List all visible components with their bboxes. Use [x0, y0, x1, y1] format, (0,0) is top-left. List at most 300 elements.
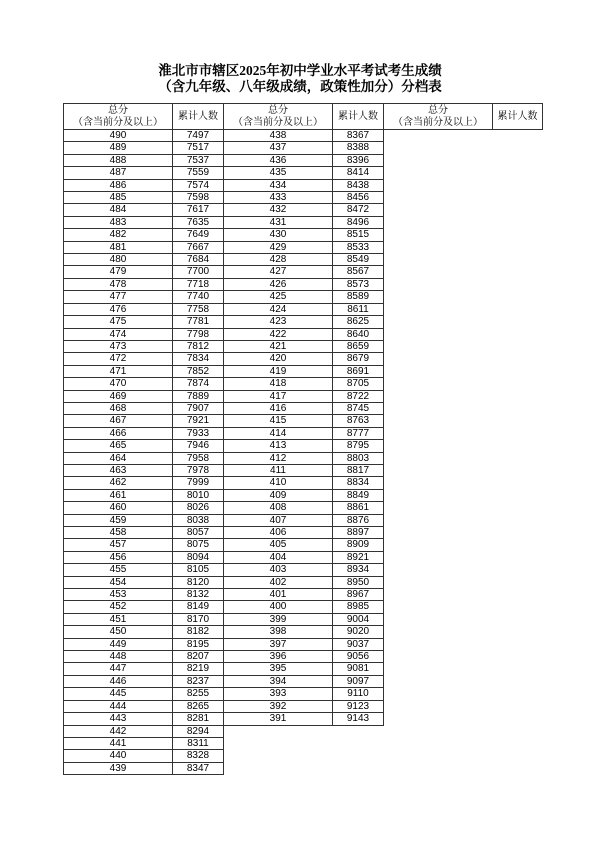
count-cell-col3	[493, 130, 543, 142]
table-row	[64, 266, 543, 278]
table-row	[64, 564, 543, 576]
score-cell-col2: 426	[224, 278, 333, 290]
count-cell-col3	[493, 440, 543, 452]
count-cell-col3	[493, 737, 543, 749]
count-cell-col1: 8105	[173, 564, 224, 576]
table-row	[64, 477, 543, 489]
count-cell-col1: 8132	[173, 589, 224, 601]
score-cell-col2: 413	[224, 440, 333, 452]
table-row	[64, 427, 543, 439]
count-cell-col3	[493, 204, 543, 216]
score-cell-col1: 472	[64, 353, 173, 365]
count-cell-col1: 7598	[173, 192, 224, 204]
table-row	[64, 514, 543, 526]
table-row	[64, 502, 543, 514]
score-cell-col1: 464	[64, 452, 173, 464]
score-cell-col1: 483	[64, 216, 173, 228]
count-cell-col1: 7889	[173, 390, 224, 402]
header-score-col3-line1: 总分	[428, 104, 448, 116]
score-cell-col1: 470	[64, 378, 173, 390]
score-cell-col1: 476	[64, 303, 173, 315]
count-cell-col2: 8803	[333, 452, 384, 464]
table-row	[64, 365, 543, 377]
count-cell-col1: 8265	[173, 700, 224, 712]
count-cell-col1: 7921	[173, 415, 224, 427]
count-cell-col3	[493, 762, 543, 774]
score-cell-col2: 391	[224, 713, 333, 725]
count-cell-col2: 8817	[333, 464, 384, 476]
count-cell-col2: 8763	[333, 415, 384, 427]
count-cell-col1: 7537	[173, 154, 224, 166]
count-cell-col1: 7781	[173, 316, 224, 328]
count-cell-col1: 7834	[173, 353, 224, 365]
score-cell-col1: 489	[64, 142, 173, 154]
score-cell-col2: 403	[224, 564, 333, 576]
score-cell-col1: 479	[64, 266, 173, 278]
score-cell-col1: 456	[64, 551, 173, 563]
count-cell-col1: 7852	[173, 365, 224, 377]
score-cell-col1: 449	[64, 638, 173, 650]
table-row	[64, 328, 543, 340]
count-cell-col3	[493, 241, 543, 253]
score-cell-col1: 455	[64, 564, 173, 576]
score-cell-col3	[384, 316, 493, 328]
score-cell-col3	[384, 254, 493, 266]
score-cell-col1: 447	[64, 663, 173, 675]
table-row	[64, 489, 543, 501]
score-cell-col3	[384, 762, 493, 774]
score-cell-col2: 419	[224, 365, 333, 377]
count-cell-col2: 8472	[333, 204, 384, 216]
header-count-col2: 累计人数	[333, 104, 384, 130]
page-title-line-2: （含九年级、八年级成绩，政策性加分）分档表	[158, 79, 442, 94]
score-cell-col3	[384, 154, 493, 166]
score-cell-col2: 394	[224, 675, 333, 687]
score-cell-col1: 475	[64, 316, 173, 328]
score-cell-col1: 460	[64, 502, 173, 514]
count-cell-col3	[493, 527, 543, 539]
score-cell-col1: 461	[64, 489, 173, 501]
score-cell-col3	[384, 179, 493, 191]
score-cell-col3	[384, 675, 493, 687]
header-score-col1-line2: （含当前分及以上）	[73, 116, 163, 128]
score-cell-col1: 451	[64, 613, 173, 625]
count-cell-col2: 8795	[333, 440, 384, 452]
table-row	[64, 204, 543, 216]
score-cell-col2: 410	[224, 477, 333, 489]
header-score-col2	[224, 104, 333, 130]
score-cell-col1: 488	[64, 154, 173, 166]
score-cell-col1: 454	[64, 576, 173, 588]
table-row	[64, 527, 543, 539]
score-cell-col3	[384, 204, 493, 216]
count-cell-col3	[493, 316, 543, 328]
score-cell-col1: 459	[64, 514, 173, 526]
score-cell-col3	[384, 452, 493, 464]
score-cell-col2: 396	[224, 651, 333, 663]
score-cell-col2: 404	[224, 551, 333, 563]
score-cell-col1: 448	[64, 651, 173, 663]
score-cell-col3	[384, 502, 493, 514]
count-cell-col3	[493, 142, 543, 154]
count-cell-col2: 9097	[333, 675, 384, 687]
score-cell-col1: 473	[64, 340, 173, 352]
table-row	[64, 601, 543, 613]
table-row	[64, 737, 543, 749]
count-cell-col3	[493, 340, 543, 352]
table-row	[64, 688, 543, 700]
score-cell-col2: 431	[224, 216, 333, 228]
count-cell-col2: 8589	[333, 291, 384, 303]
table-row	[64, 464, 543, 476]
count-cell-col2: 8921	[333, 551, 384, 563]
score-cell-col2: 438	[224, 130, 333, 142]
header-score-col2-line1: 总分	[268, 104, 288, 116]
count-cell-col2	[333, 737, 384, 749]
table-row	[64, 316, 543, 328]
count-cell-col3	[493, 675, 543, 687]
score-cell-col2	[224, 750, 333, 762]
count-cell-col1: 7758	[173, 303, 224, 315]
count-cell-col1: 7933	[173, 427, 224, 439]
count-cell-col3	[493, 539, 543, 551]
table-row	[64, 216, 543, 228]
count-cell-col2	[333, 750, 384, 762]
count-cell-col1: 8170	[173, 613, 224, 625]
count-cell-col2: 8722	[333, 390, 384, 402]
score-cell-col1: 474	[64, 328, 173, 340]
count-cell-col3	[493, 390, 543, 402]
score-cell-col2: 401	[224, 589, 333, 601]
count-cell-col2: 8934	[333, 564, 384, 576]
score-cell-col1: 458	[64, 527, 173, 539]
count-cell-col2: 9081	[333, 663, 384, 675]
score-cell-col2: 397	[224, 638, 333, 650]
table-row	[64, 539, 543, 551]
count-cell-col2: 8861	[333, 502, 384, 514]
count-cell-col1: 7978	[173, 464, 224, 476]
count-cell-col1: 8311	[173, 737, 224, 749]
score-cell-col3	[384, 589, 493, 601]
count-cell-col2: 9143	[333, 713, 384, 725]
count-cell-col2: 8679	[333, 353, 384, 365]
count-cell-col3	[493, 613, 543, 625]
score-cell-col3	[384, 440, 493, 452]
score-cell-col2: 420	[224, 353, 333, 365]
count-cell-col3	[493, 626, 543, 638]
score-cell-col3	[384, 192, 493, 204]
count-cell-col2: 8611	[333, 303, 384, 315]
count-cell-col2: 8533	[333, 241, 384, 253]
table-row	[64, 378, 543, 390]
header-score-col1	[64, 104, 173, 130]
count-cell-col3	[493, 663, 543, 675]
count-cell-col1: 7700	[173, 266, 224, 278]
score-cell-col3	[384, 713, 493, 725]
score-cell-col3	[384, 340, 493, 352]
table-row	[64, 340, 543, 352]
score-cell-col1: 465	[64, 440, 173, 452]
count-cell-col3	[493, 303, 543, 315]
score-cell-col2: 430	[224, 229, 333, 241]
count-cell-col3	[493, 477, 543, 489]
score-cell-col3	[384, 651, 493, 663]
count-cell-col1: 7999	[173, 477, 224, 489]
count-cell-col3	[493, 750, 543, 762]
count-cell-col1: 8026	[173, 502, 224, 514]
header-count-col1: 累计人数	[173, 104, 224, 130]
count-cell-col2: 8909	[333, 539, 384, 551]
table-row	[64, 440, 543, 452]
table-row	[64, 663, 543, 675]
header-score-col1-line1: 总分	[108, 104, 128, 116]
count-cell-col1: 8347	[173, 762, 224, 774]
count-cell-col1: 8219	[173, 663, 224, 675]
table-row	[64, 589, 543, 601]
count-cell-col2: 8967	[333, 589, 384, 601]
table-body	[64, 130, 543, 775]
score-cell-col3	[384, 427, 493, 439]
score-cell-col2: 435	[224, 167, 333, 179]
score-cell-col3	[384, 241, 493, 253]
score-cell-col3	[384, 365, 493, 377]
score-cell-col2: 429	[224, 241, 333, 253]
score-cell-col1: 468	[64, 402, 173, 414]
table-row	[64, 750, 543, 762]
score-cell-col3	[384, 527, 493, 539]
table-row	[64, 613, 543, 625]
score-cell-col3	[384, 725, 493, 737]
score-cell-col3	[384, 688, 493, 700]
score-cell-col1: 478	[64, 278, 173, 290]
count-cell-col3	[493, 700, 543, 712]
score-cell-col2: 399	[224, 613, 333, 625]
count-cell-col1: 7517	[173, 142, 224, 154]
table-row	[64, 402, 543, 414]
score-cell-col2: 424	[224, 303, 333, 315]
count-cell-col2: 9020	[333, 626, 384, 638]
count-cell-col3	[493, 167, 543, 179]
table-row	[64, 142, 543, 154]
score-cell-col3	[384, 378, 493, 390]
score-cell-col2: 412	[224, 452, 333, 464]
header-count-col3: 累计人数	[493, 104, 543, 130]
count-cell-col2: 8414	[333, 167, 384, 179]
score-cell-col3	[384, 514, 493, 526]
count-cell-col2: 8438	[333, 179, 384, 191]
score-cell-col3	[384, 142, 493, 154]
count-cell-col3	[493, 464, 543, 476]
count-cell-col2: 8777	[333, 427, 384, 439]
score-cell-col2: 409	[224, 489, 333, 501]
count-cell-col3	[493, 216, 543, 228]
count-cell-col3	[493, 551, 543, 563]
score-cell-col2: 406	[224, 527, 333, 539]
score-cell-col2: 400	[224, 601, 333, 613]
score-cell-col3	[384, 564, 493, 576]
table-row	[64, 154, 543, 166]
score-cell-col3	[384, 626, 493, 638]
count-cell-col1: 8010	[173, 489, 224, 501]
score-cell-col2: 418	[224, 378, 333, 390]
score-cell-col1: 463	[64, 464, 173, 476]
count-cell-col2: 9037	[333, 638, 384, 650]
count-cell-col3	[493, 353, 543, 365]
score-cell-col1: 452	[64, 601, 173, 613]
count-cell-col3	[493, 291, 543, 303]
score-cell-col1: 484	[64, 204, 173, 216]
count-cell-col3	[493, 725, 543, 737]
score-cell-col3	[384, 464, 493, 476]
score-cell-col3	[384, 539, 493, 551]
score-cell-col1: 487	[64, 167, 173, 179]
table-row	[64, 762, 543, 774]
table-row	[64, 167, 543, 179]
count-cell-col1: 7667	[173, 241, 224, 253]
score-cell-col3	[384, 402, 493, 414]
score-cell-col2: 416	[224, 402, 333, 414]
count-cell-col3	[493, 564, 543, 576]
table-row	[64, 638, 543, 650]
count-cell-col2: 8985	[333, 601, 384, 613]
count-cell-col2: 8456	[333, 192, 384, 204]
score-cell-col1: 481	[64, 241, 173, 253]
count-cell-col1: 8182	[173, 626, 224, 638]
count-cell-col3	[493, 254, 543, 266]
count-cell-col2: 8388	[333, 142, 384, 154]
table-row	[64, 390, 543, 402]
score-cell-col1: 440	[64, 750, 173, 762]
table-row	[64, 415, 543, 427]
table-row	[64, 452, 543, 464]
count-cell-col2: 8691	[333, 365, 384, 377]
count-cell-col2: 8834	[333, 477, 384, 489]
count-cell-col3	[493, 589, 543, 601]
score-cell-col1: 490	[64, 130, 173, 142]
count-cell-col2: 8876	[333, 514, 384, 526]
score-cell-col3	[384, 303, 493, 315]
score-cell-col1: 443	[64, 713, 173, 725]
score-cell-col2: 417	[224, 390, 333, 402]
score-cell-col3	[384, 601, 493, 613]
score-cell-col1: 453	[64, 589, 173, 601]
score-cell-col1: 462	[64, 477, 173, 489]
table-row	[64, 254, 543, 266]
score-distribution-table	[63, 103, 543, 775]
table-row	[64, 278, 543, 290]
count-cell-col1: 8120	[173, 576, 224, 588]
score-cell-col3	[384, 477, 493, 489]
score-cell-col2	[224, 737, 333, 749]
count-cell-col1: 8149	[173, 601, 224, 613]
score-cell-col2	[224, 725, 333, 737]
score-cell-col2	[224, 762, 333, 774]
table-row	[64, 291, 543, 303]
count-cell-col2: 8496	[333, 216, 384, 228]
count-cell-col3	[493, 452, 543, 464]
table-row	[64, 725, 543, 737]
count-cell-col1: 7740	[173, 291, 224, 303]
count-cell-col1: 8195	[173, 638, 224, 650]
score-cell-col3	[384, 278, 493, 290]
count-cell-col3	[493, 427, 543, 439]
count-cell-col1: 8038	[173, 514, 224, 526]
score-cell-col1: 466	[64, 427, 173, 439]
count-cell-col2: 8573	[333, 278, 384, 290]
score-cell-col3	[384, 130, 493, 142]
count-cell-col3	[493, 192, 543, 204]
score-cell-col2: 415	[224, 415, 333, 427]
score-cell-col2: 411	[224, 464, 333, 476]
score-cell-col2: 402	[224, 576, 333, 588]
count-cell-col2: 8950	[333, 576, 384, 588]
table-row	[64, 241, 543, 253]
score-cell-col1: 482	[64, 229, 173, 241]
count-cell-col3	[493, 651, 543, 663]
count-cell-col2: 9004	[333, 613, 384, 625]
table-row	[64, 675, 543, 687]
count-cell-col2: 8549	[333, 254, 384, 266]
score-cell-col1: 457	[64, 539, 173, 551]
score-cell-col3	[384, 489, 493, 501]
score-cell-col1: 442	[64, 725, 173, 737]
score-cell-col1: 445	[64, 688, 173, 700]
score-cell-col1: 471	[64, 365, 173, 377]
table-header-row	[64, 104, 543, 130]
count-cell-col3	[493, 229, 543, 241]
count-cell-col3	[493, 688, 543, 700]
score-cell-col3	[384, 613, 493, 625]
count-cell-col1: 7907	[173, 402, 224, 414]
score-cell-col2: 405	[224, 539, 333, 551]
count-cell-col1: 8281	[173, 713, 224, 725]
score-cell-col2: 422	[224, 328, 333, 340]
score-cell-col2: 436	[224, 154, 333, 166]
table-row	[64, 130, 543, 142]
header-score-col3	[384, 104, 493, 130]
count-cell-col3	[493, 266, 543, 278]
count-cell-col2: 8705	[333, 378, 384, 390]
count-cell-col3	[493, 278, 543, 290]
score-cell-col3	[384, 291, 493, 303]
table-row	[64, 229, 543, 241]
count-cell-col1: 7798	[173, 328, 224, 340]
score-cell-col3	[384, 750, 493, 762]
count-cell-col3	[493, 489, 543, 501]
count-cell-col1: 8255	[173, 688, 224, 700]
count-cell-col3	[493, 713, 543, 725]
score-cell-col2: 408	[224, 502, 333, 514]
table-row	[64, 353, 543, 365]
table-row	[64, 713, 543, 725]
count-cell-col3	[493, 378, 543, 390]
count-cell-col3	[493, 415, 543, 427]
count-cell-col3	[493, 638, 543, 650]
table-row	[64, 626, 543, 638]
header-score-col2-line2: （含当前分及以上）	[233, 116, 323, 128]
count-cell-col1: 8207	[173, 651, 224, 663]
score-cell-col1: 480	[64, 254, 173, 266]
score-cell-col2: 437	[224, 142, 333, 154]
count-cell-col1: 7946	[173, 440, 224, 452]
count-cell-col2: 9123	[333, 700, 384, 712]
count-cell-col1: 8294	[173, 725, 224, 737]
score-cell-col3	[384, 415, 493, 427]
page-title-line-1: 淮北市市辖区2025年初中学业水平考试考生成绩	[158, 63, 442, 78]
score-cell-col1: 446	[64, 675, 173, 687]
score-cell-col2: 427	[224, 266, 333, 278]
score-cell-col3	[384, 353, 493, 365]
